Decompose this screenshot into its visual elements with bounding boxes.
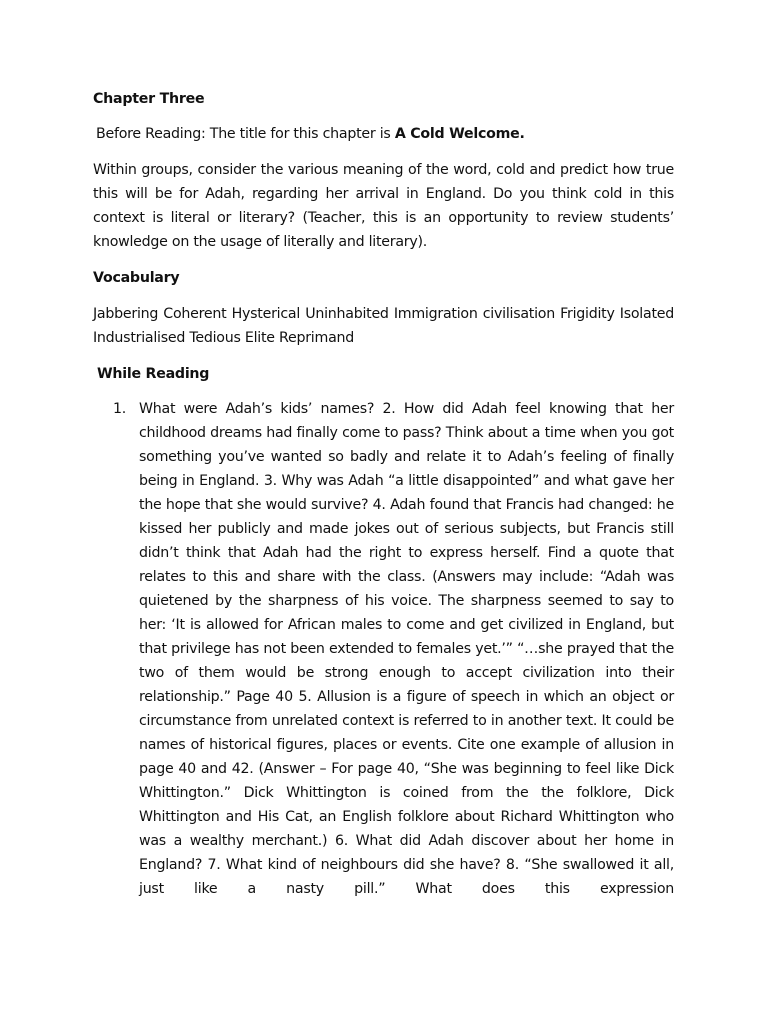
intro-paragraph: Within groups, consider the various meaning of the word, cold and predict how true this will be for Adah, regarding her arrival in England. Do you think cold in this context is literal or literary? (Teacher, this is an opportunity to review students’ knowledge on the usage of literally and literary).	[93, 162, 674, 250]
chapter-title: Chapter Three	[93, 91, 205, 107]
list-item-number: 1.	[113, 401, 127, 417]
vocabulary-heading: Vocabulary	[93, 270, 180, 286]
while-reading-heading: While Reading	[97, 366, 210, 382]
question-list	[93, 397, 674, 901]
before-reading-line	[96, 124, 677, 144]
vocabulary-words: Jabbering Coherent Hysterical Uninhabited Immigration civilisation Frigidity Isolated Industrialised Tedious Elite Reprimand	[93, 306, 674, 346]
before-reading-prefix: Before Reading: The title for this chapter is	[96, 126, 395, 142]
list-item-text: What were Adah’s kids’ names? 2. How did Adah feel knowing that her childhood dreams had finally come to pass? Think about a time when you got something you’ve wanted so badly and relate it to Adah’s feeling of finally being in England. 3. Why was Adah “a little disappointed” and what gave her the hope that she would survive? 4. Adah found that Francis had changed: he kissed her publicly and made jokes out of serious subjects, but Francis still didn’t think that Adah had the right to express herself. Find a quote that relates to this and share with the class. (Answers may include: “Adah was quietened by the sharpness of his voice. The sharpness seemed to say to her: ‘It is allowed for African males to come and get civilized in England, but that privilege has not been extended to females yet.’” “…she prayed that the two of them would be strong enough to accept civilization into their relationship.” Page 40 5. Allusion is a figure of speech in which an object or circumstance from unrelated context is referred to in another text. It could be names of historical figures, places or events. Cite one example of allusion in page 40 and 42. (Answer – For page 40, “She was beginning to feel like Dick Whittington.” Dick Whittington is coined from the the folklore, Dick Whittington and His Cat, an English folklore about Richard Whittington who was a wealthy merchant.) 6. What did Adah discover about her home in England? 7. What kind of neighbours did she have? 8. “She swallowed it all, just like a nasty pill.” What does this expression	[139, 401, 674, 897]
chapter-name: A Cold Welcome.	[394, 126, 525, 142]
list-item	[93, 397, 674, 901]
